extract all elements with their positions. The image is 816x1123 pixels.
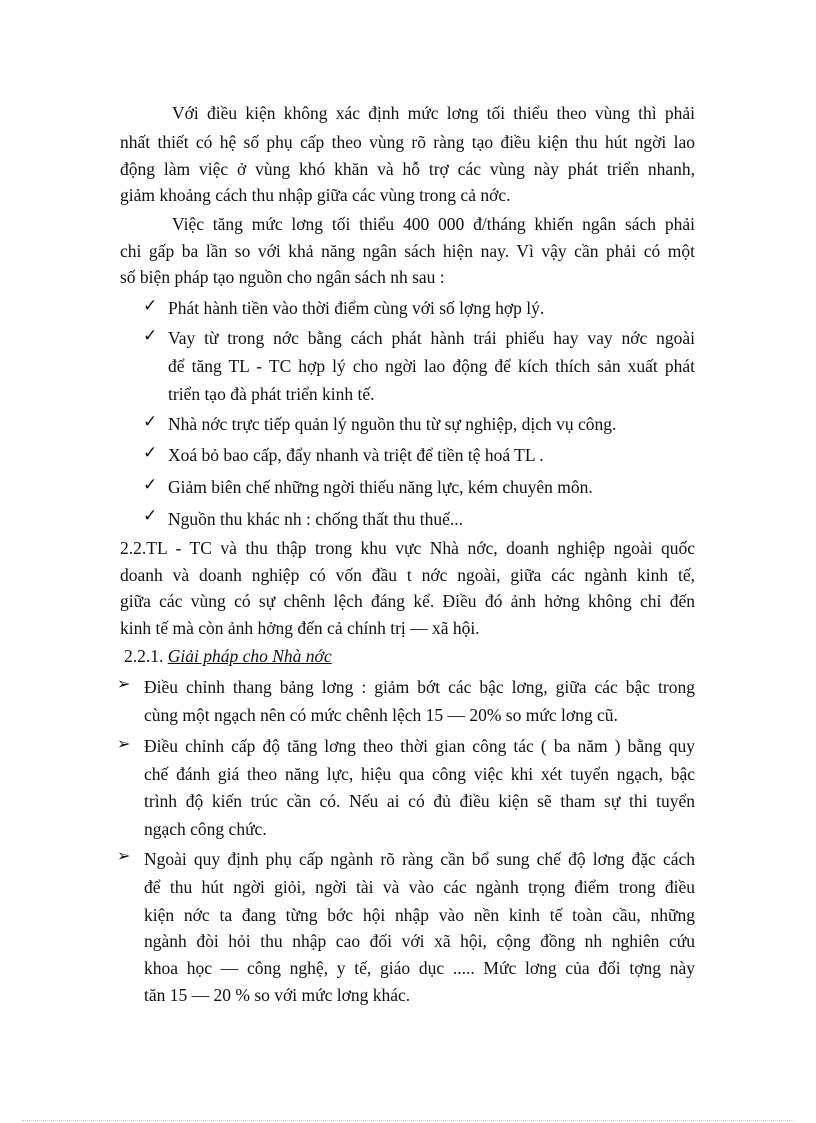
text-line: ngành đòi hỏi thu nhập cao đối với xã hội, cộng đồng nh nghiên cứu xyxy=(144,931,695,951)
text-line: Nhà nớc trực tiếp quản lý nguồn thu từ sự nghiệp, dịch vụ công. xyxy=(168,414,617,434)
text-line: Xoá bỏ bao cấp, đẩy nhanh và triệt để tiền tệ hoá TL . xyxy=(168,445,544,465)
text-line: tăn 15 — 20 % so với mức lơng khác. xyxy=(144,985,411,1005)
text-line: nhất thiết có hệ số phụ cấp theo vùng rõ ràng tạo điều kiện thu hút ngời lao xyxy=(120,132,695,152)
text-line: Phát hành tiền vào thời điểm cùng với số lợng hợp lý. xyxy=(168,298,545,318)
text-line: để tăng TL - TC hợp lý cho ngời lao động để kích thích sản xuất phát xyxy=(168,356,695,376)
checkmark-icon: ✓ xyxy=(143,506,158,526)
arrow-bullet-icon: ➢ xyxy=(117,846,131,865)
section-number: 2.2.1. xyxy=(124,646,164,666)
checkmark-icon: ✓ xyxy=(143,412,158,432)
text-line: trình độ kiến trúc cần có. Nếu ai có đủ điều kiện sẽ tham sự thi tuyển xyxy=(144,791,695,811)
text-line: kiện nớc ta đang từng bớc hội nhập vào nền kinh tế toàn cầu, những xyxy=(144,905,695,925)
arrow-bullet-icon: ➢ xyxy=(117,734,131,753)
checkmark-icon: ✓ xyxy=(143,443,158,463)
text-line: Vay từ trong nớc bằng cách phát hành trái phiếu hay vay nớc ngoài xyxy=(168,328,695,348)
text-line: cùng một ngạch nên có mức chênh lệch 15 — 20% so mức lơng cũ. xyxy=(144,705,618,725)
text-line: để thu hút ngời giỏi, ngời tài và vào các ngành trọng điểm trong điều xyxy=(144,877,695,897)
section-2-2-1-heading xyxy=(124,645,332,667)
text-line: kinh tế mà còn ảnh hởng đến cả chính trị — xã hội. xyxy=(120,618,480,638)
text-line: Điều chỉnh thang bảng lơng : giảm bớt các bậc lơng, giữa các bậc trong xyxy=(144,677,695,697)
text-line: Việc tăng mức lơng tối thiểu 400 000 đ/tháng khiến ngân sách phải xyxy=(172,214,695,234)
checkmark-icon: ✓ xyxy=(143,296,158,316)
text-line: triển tạo đà phát triển kinh tế. xyxy=(168,384,375,404)
text-line: Ngoài quy định phụ cấp ngành rõ ràng cần bổ sung chế độ lơng đặc cách xyxy=(144,849,695,869)
text-line: ngạch công chức. xyxy=(144,819,267,839)
text-line: chế đánh giá theo năng lực, hiệu qua công việc khi xét tuyển ngạch, bậc xyxy=(144,764,695,784)
arrow-bullet-icon: ➢ xyxy=(117,674,131,693)
text-line: chi gấp ba lần so với khả năng ngân sách hiện nay. Vì vậy cần phải có một xyxy=(120,241,695,261)
text-line: giữa các vùng có sự chênh lệch đáng kể. Điều đó ảnh hởng không chỉ đến xyxy=(120,591,695,611)
text-line: khoa học — công nghệ, y tế, giáo dục ..... Mức lơng của đối tợng này xyxy=(144,958,695,978)
text-line: Với điều kiện không xác định mức lơng tối thiểu theo vùng thì phải xyxy=(172,103,695,123)
page-bottom-divider xyxy=(22,1120,794,1121)
text-line: giảm khoảng cách thu nhập giữa các vùng trong cả nớc. xyxy=(120,185,511,205)
checkmark-icon: ✓ xyxy=(143,475,158,495)
text-line: động làm việc ở vùng khó khăn và hỗ trợ các vùng này phát triển nhanh, xyxy=(120,159,695,179)
text-line: số biện pháp tạo nguồn cho ngân sách nh sau : xyxy=(120,267,445,287)
text-line: 2.2.TL - TC và thu thập trong khu vực Nhà nớc, doanh nghiệp ngoài quốc xyxy=(120,538,695,558)
text-line: Điều chỉnh cấp độ tăng lơng theo thời gian công tác ( ba năm ) bằng quy xyxy=(144,736,695,756)
text-line: Nguồn thu khác nh : chống thất thu thuế... xyxy=(168,509,464,529)
checkmark-icon: ✓ xyxy=(143,326,158,346)
section-title: Giải pháp cho Nhà nớc xyxy=(167,646,332,666)
text-line: doanh và doanh nghiệp có vốn đầu t nớc ngoài, giữa các ngành kinh tế, xyxy=(120,565,695,585)
text-line: Giảm biên chế những ngời thiếu năng lực, kém chuyên môn. xyxy=(168,477,593,497)
